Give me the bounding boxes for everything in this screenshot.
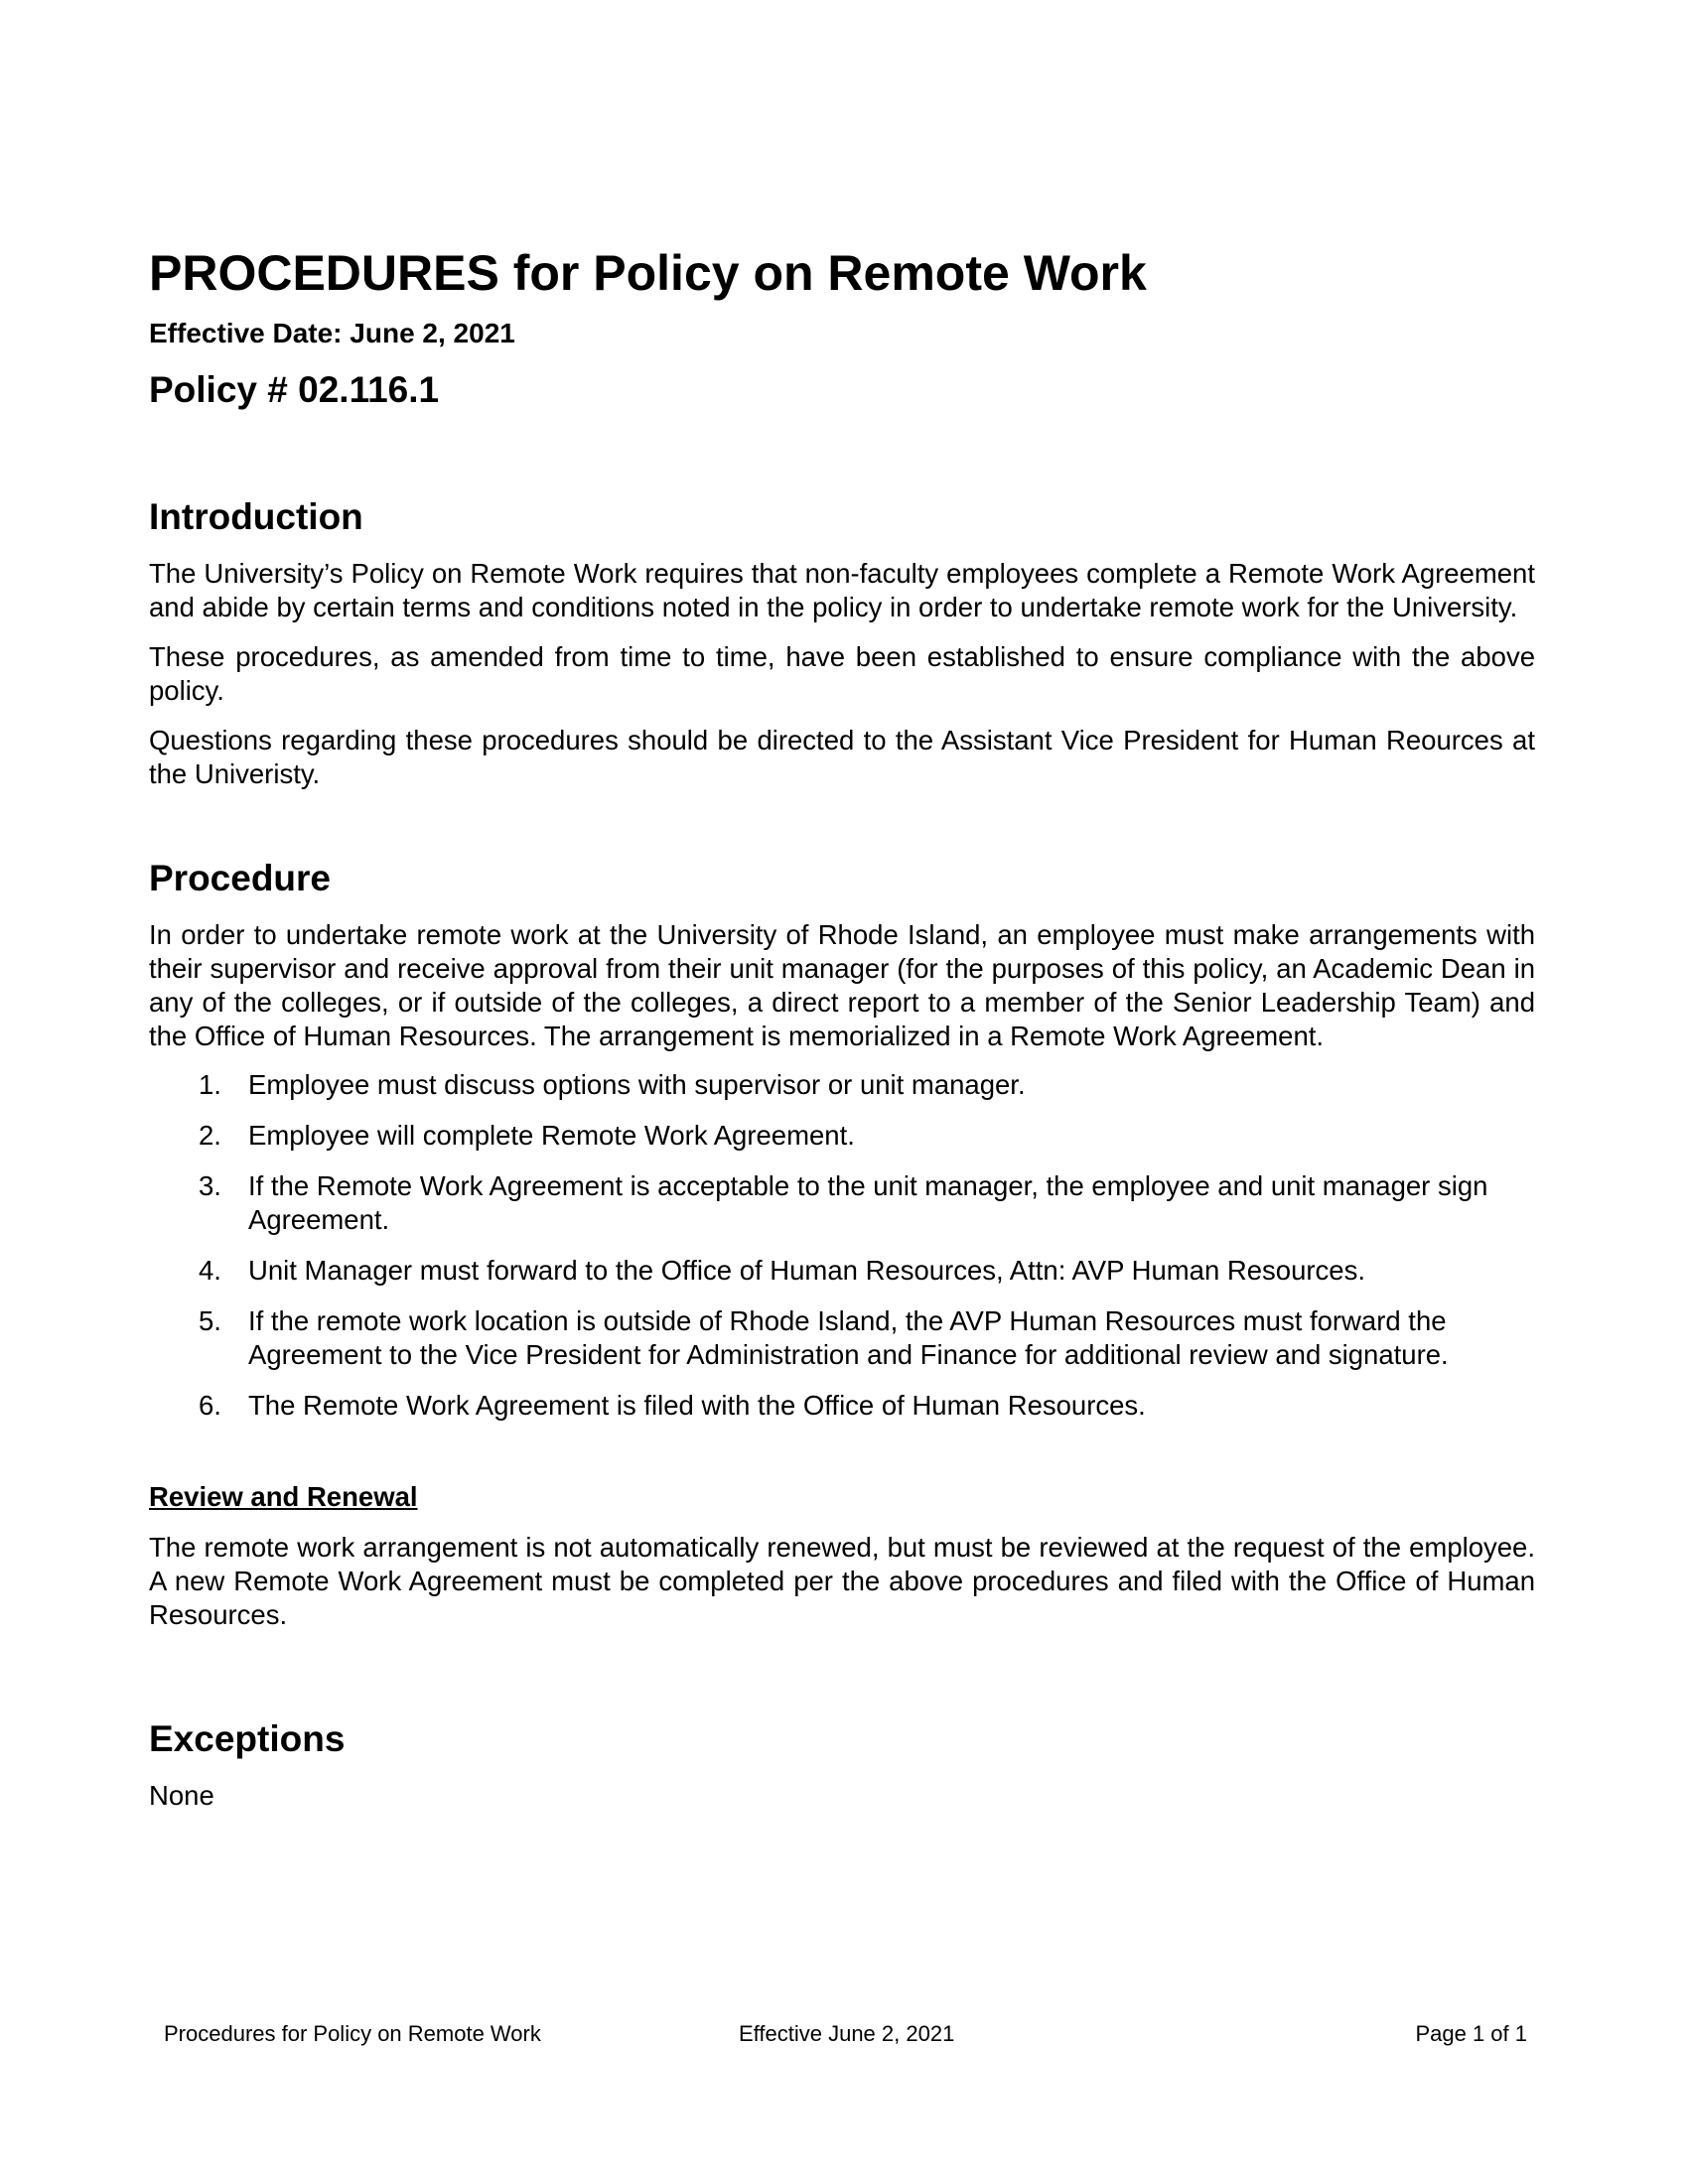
- procedure-step: [149, 1254, 1535, 1288]
- step-text: Employee must discuss options with supervisor or unit manager.: [248, 1069, 1026, 1100]
- footer-document-name: Procedures for Policy on Remote Work: [164, 2021, 541, 2046]
- step-text: If the remote work location is outside of Rhode Island, the AVP Human Resources must forward the Agreement to the Vice President for Administration and Finance for additional review and signature.: [248, 1305, 1449, 1370]
- review-renewal-text: The remote work arrangement is not automatically renewed, but must be reviewed at the request of the employee. A new Remote Work Agreement must be completed per the above procedures and filed with the Office of Human Resources.: [149, 1532, 1535, 1630]
- effective-date: Effective Date: June 2, 2021: [149, 318, 515, 348]
- procedure-step: [149, 1068, 1535, 1102]
- introduction-paragraph: The University’s Policy on Remote Work requires that non-faculty employees complete a Remote Work Agreement and abide by certain terms and conditions noted in the policy in order to undertake remote work for the University.: [149, 558, 1535, 622]
- procedure-step: [149, 1304, 1535, 1372]
- step-text: If the Remote Work Agreement is acceptable to the unit manager, the employee and unit manager sign Agreement.: [248, 1170, 1488, 1235]
- step-text: Unit Manager must forward to the Office of Human Resources, Attn: AVP Human Resources.: [248, 1255, 1365, 1286]
- introduction-paragraph: Questions regarding these procedures should be directed to the Assistant Vice President for Human Reources at the Univeristy.: [149, 725, 1535, 789]
- step-text: Employee will complete Remote Work Agreement.: [248, 1120, 855, 1151]
- step-number: 4.: [199, 1255, 221, 1286]
- procedure-step: [149, 1119, 1535, 1153]
- footer-effective-date: Effective June 2, 2021: [739, 2021, 955, 2046]
- page-footer: [0, 2019, 1688, 2049]
- exceptions-section: [149, 1717, 1535, 1813]
- procedure-section: [149, 857, 1535, 1632]
- procedure-heading: Procedure: [149, 858, 332, 898]
- footer-page-number: Page 1 of 1: [1415, 2021, 1527, 2046]
- policy-number: Policy # 02.116.1: [149, 369, 440, 410]
- document-page: [149, 243, 1535, 1813]
- exceptions-text: None: [149, 1780, 214, 1811]
- document-title: PROCEDURES for Policy on Remote Work: [149, 245, 1147, 301]
- introduction-section: [149, 495, 1535, 791]
- procedure-intro: In order to undertake remote work at the University of Rhode Island, an employee must make arrangements with their supervisor and receive approval from their unit manager (for the purposes of this policy, an Academic Dean in any of the colleges, or if outside of the colleges, a direct report to a member of the Senior Leadership Team) and the Office of Human Resources. The arrangement is memorialized in a Remote Work Agreement.: [149, 919, 1535, 1051]
- introduction-paragraph: These procedures, as amended from time to time, have been established to ensure compliance with the above policy.: [149, 641, 1535, 706]
- step-number: 2.: [199, 1120, 221, 1151]
- introduction-heading: Introduction: [149, 496, 363, 537]
- step-number: 1.: [199, 1069, 221, 1100]
- review-renewal-heading: Review and Renewal: [149, 1481, 418, 1512]
- procedure-step: [149, 1169, 1535, 1237]
- step-number: 5.: [199, 1305, 221, 1336]
- exceptions-heading: Exceptions: [149, 1718, 346, 1759]
- procedure-steps-list: [149, 1068, 1535, 1423]
- step-text: The Remote Work Agreement is filed with the Office of Human Resources.: [248, 1390, 1146, 1421]
- step-number: 3.: [199, 1170, 221, 1201]
- step-number: 6.: [199, 1390, 221, 1421]
- procedure-step: [149, 1389, 1535, 1423]
